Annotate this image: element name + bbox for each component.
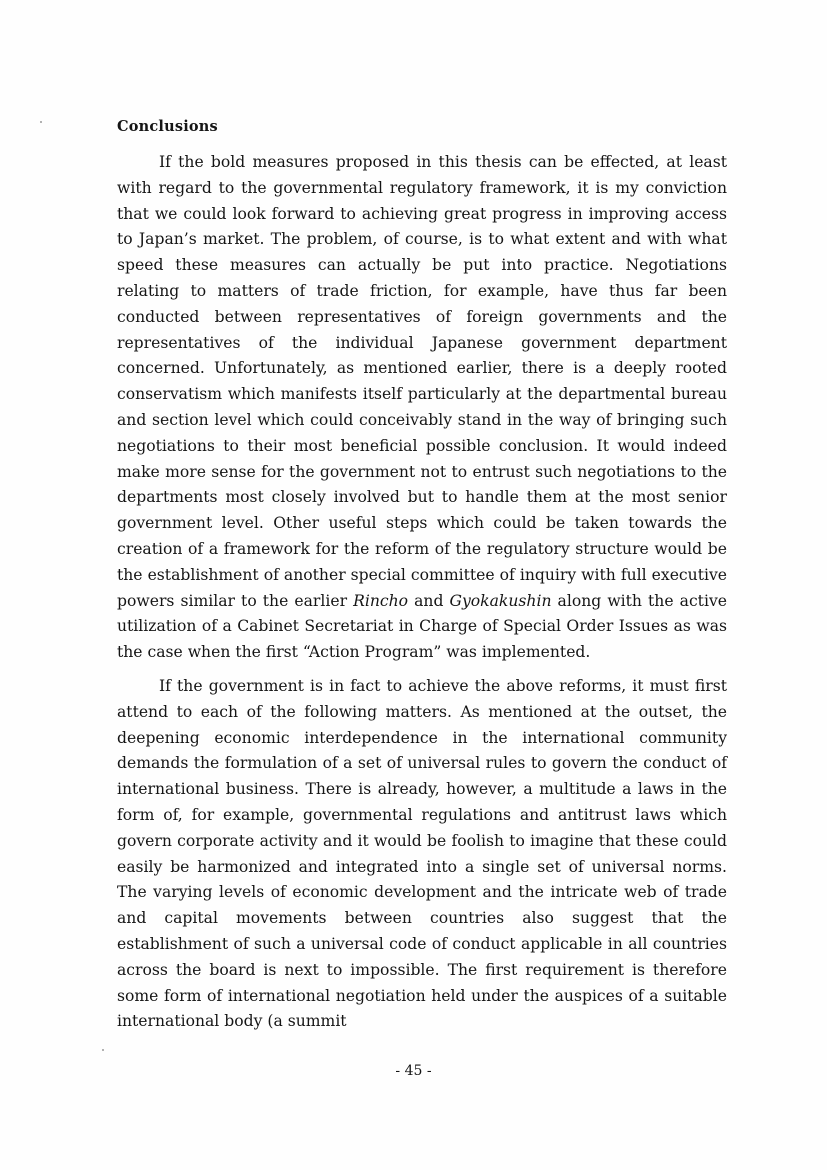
paragraph-text: and [408, 591, 450, 610]
italic-term: Gyokakushin [449, 591, 552, 610]
body-paragraph-2 [117, 674, 727, 1035]
paragraph-text: along with the active utilization of a Cabinet Secretariat in Charge of Special Order Issues as was the case when the first “Action Program” was implemented. [117, 591, 727, 662]
page-number: - 45 - [395, 1063, 432, 1079]
paragraph-text: If the government is in fact to achieve the above reforms, it must first attend to each of the following matters. As mentioned at the outset, the deepening economic interdependence in the international community demands the formulation of a set of universal rules to govern the conduct of international business. There is already, however, a multitude a laws in the form of, for example, governmental regulations and antitrust laws which govern corporate activity and it would be foolish to imagine that these could easily be harmonized and integrated into a single set of universal norms. The varying levels of economic development and the intricate web of trade and capital movements between countries also suggest that the establishment of such a universal code of conduct applicable in all countries across the board is next to impossible. The first requirement is therefore some form of international negotiation held under the auspices of a suitable international body (a summit [117, 677, 727, 1031]
scan-speck [40, 121, 42, 123]
italic-term: Rincho [353, 591, 409, 610]
scan-speck [102, 1049, 104, 1051]
section-heading: Conclusions [117, 118, 218, 135]
paragraph-text: If the bold measures proposed in this thesis can be effected, at least with regard to the governmental regulatory framework, it is my conviction that we could look forward to achieving great progress in improving access to Japan’s market. The problem, of course, is to what extent and with what speed these measures can actually be put into practice. Negotiations relating to matters of trade friction, for example, have thus far been conducted between representatives of foreign governments and the representatives of the individual Japanese government department concerned. Unfortunately, as mentioned earlier, there is a deeply rooted conservatism which manifests itself particularly at the departmental bureau and section level which could conceivably stand in the way of bringing such negotiations to their most beneficial possible conclusion. It would indeed make more sense for the government not to entrust such negotiations to the departments most closely involved but to handle them at the most senior government level. Other useful steps which could be taken towards the creation of a framework for the reform of the regulatory structure would be the establishment of another special committee of inquiry with full executive powers similar to the earlier [117, 153, 727, 610]
body-paragraph-1 [117, 150, 727, 666]
